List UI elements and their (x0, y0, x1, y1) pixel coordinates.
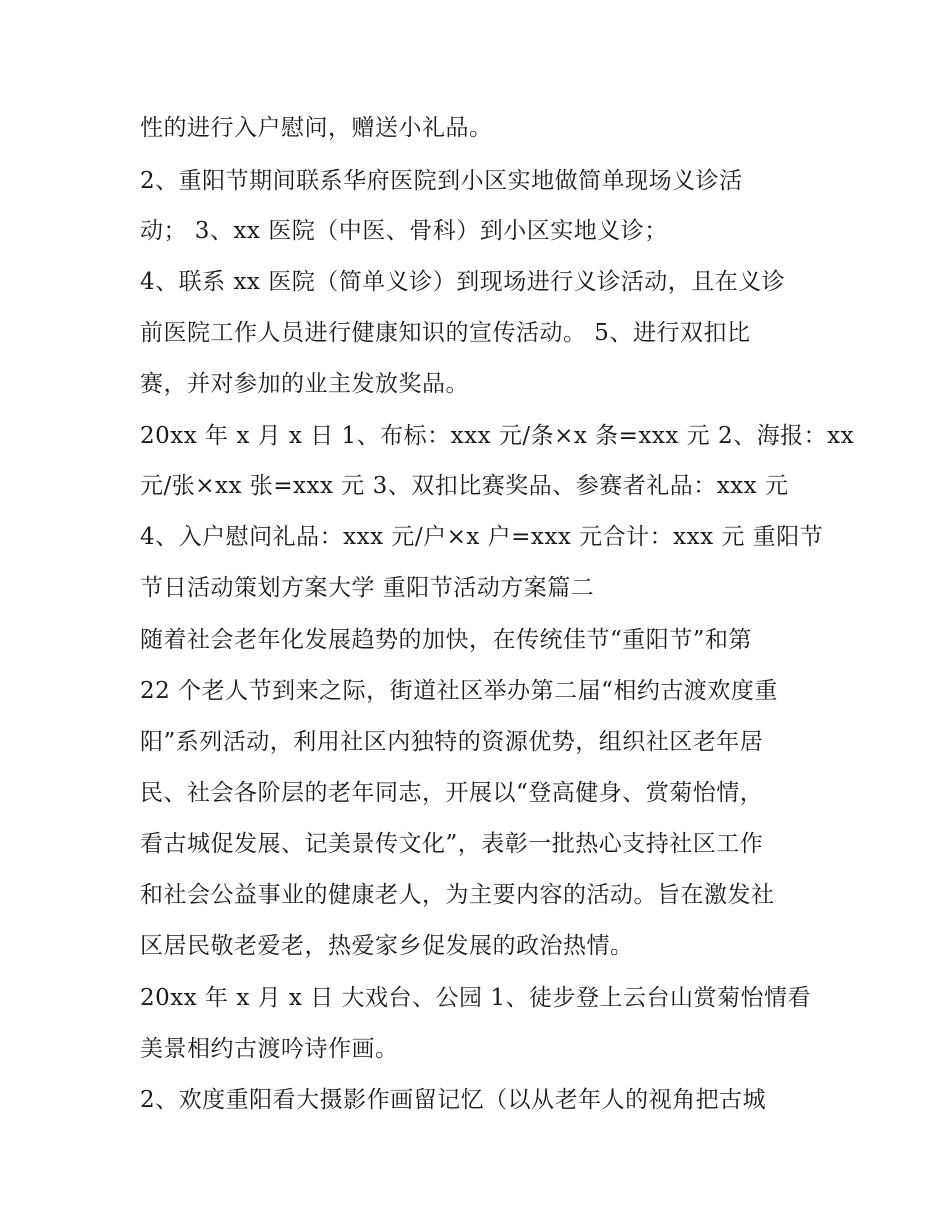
text-line-14: 民、社会各阶层的老年同志，开展以“登高健身、赏菊怡情， (140, 780, 764, 806)
text-line-11: 随着社会老年化发展趋势的加快，在传统佳节“重阳节”和第 (140, 627, 753, 653)
text-line-2: 2、重阳节期间联系华府医院到小区实地做简单现场义诊活 (140, 168, 743, 194)
text-line-15: 看古城促发展、记美景传文化”，表彰一批热心支持社区工作 (140, 831, 764, 857)
text-line-1: 性的进行入户慰问，赠送小礼品。 (140, 115, 493, 141)
text-line-17: 区居民敬老爱老，热爱家乡促发展的政治热情。 (140, 933, 634, 959)
text-line-13: 阳”系列活动，利用社区内独特的资源优势，组织社区老年居 (140, 729, 764, 755)
text-line-20: 2、欢度重阳看大摄影作画留记忆（以从老年人的视角把古城 (140, 1087, 767, 1113)
text-line-18: 20xx 年 x 月 x 日 大戏台、公园 1、徒步登上云台山赏菊怡情看 (140, 985, 811, 1011)
text-line-16: 和社会公益事业的健康老人，为主要内容的活动。旨在激发社 (140, 882, 775, 908)
text-line-4: 4、联系 xx 医院（简单义诊）到现场进行义诊活动，且在义诊 (140, 269, 786, 295)
text-line-9: 4、入户慰问礼品：xxx 元/户×x 户=xxx 元合计：xxx 元 重阳节 (140, 524, 824, 550)
text-line-5: 前医院工作人员进行健康知识的宣传活动。 5、进行双扣比 (140, 320, 751, 346)
text-line-3: 动； 3、xx 医院（中医、骨科）到小区实地义诊； (140, 218, 668, 244)
text-line-19: 美景相约古渡吟诗作画。 (140, 1036, 399, 1062)
text-line-12: 22 个老人节到来之际，街道社区举办第二届“相约古渡欢度重 (140, 678, 778, 704)
text-line-6: 赛，并对参加的业主发放奖品。 (140, 371, 469, 397)
text-line-10: 节日活动策划方案大学 重阳节活动方案篇二 (140, 575, 595, 601)
text-line-8: 元/张×xx 张=xxx 元 3、双扣比赛奖品、参赛者礼品：xxx 元 (140, 473, 789, 499)
text-line-7: 20xx 年 x 月 x 日 1、布标：xxx 元/条×x 条=xxx 元 2、海报：xx (140, 423, 855, 449)
